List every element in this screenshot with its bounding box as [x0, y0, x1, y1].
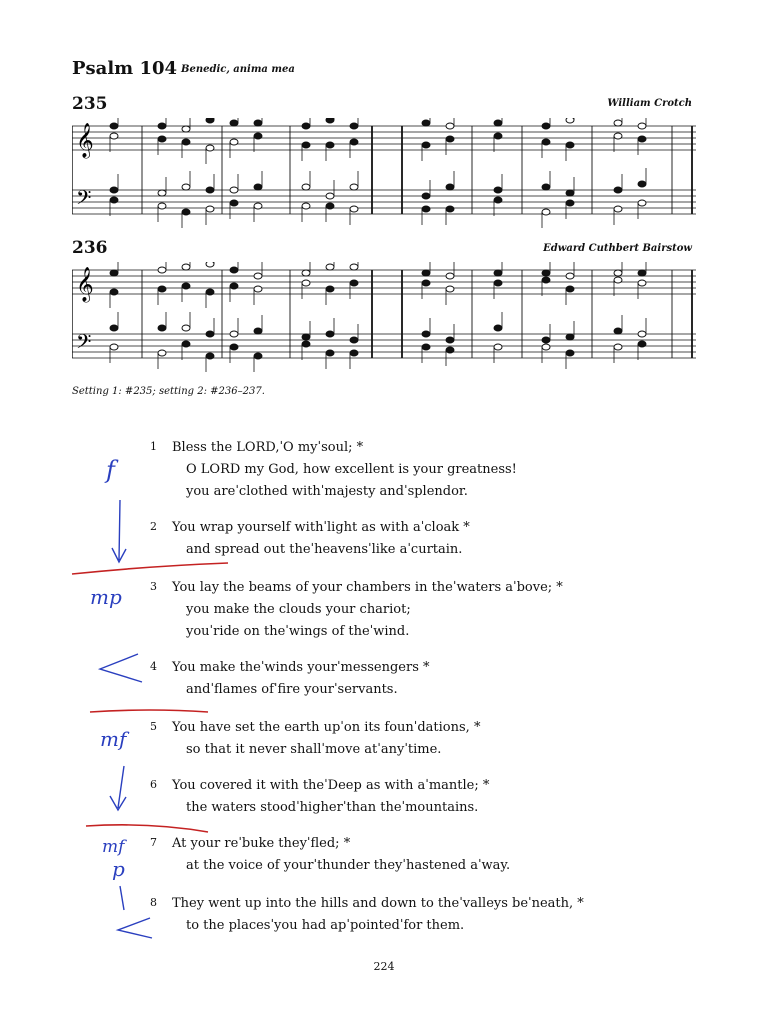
bass-clef-icon: 𝄢 [76, 186, 92, 214]
note-head [446, 347, 454, 353]
note-head [446, 184, 454, 190]
note-head [350, 123, 358, 129]
note-head [230, 344, 238, 350]
note-head [614, 187, 622, 193]
note-head [230, 267, 238, 273]
dynamic-mark: f [106, 456, 115, 484]
note-head [422, 142, 430, 148]
note-head [542, 184, 550, 190]
note-head [182, 325, 190, 331]
note-head [326, 286, 334, 292]
note-head [566, 142, 574, 148]
note-head [254, 273, 262, 279]
note-head [494, 280, 502, 286]
note-head [302, 203, 310, 209]
composer-236: Edward Cuthbert Bairstow [543, 243, 692, 254]
note-head [422, 193, 430, 199]
composer-235: William Crotch [607, 98, 692, 109]
verse-line: at the voice of yourˈthunder theyˈhastened aˈway. [186, 858, 511, 873]
note-head [254, 328, 262, 334]
crescendo-hairpin-icon [100, 654, 142, 682]
note-head [254, 203, 262, 209]
note-head [566, 273, 574, 279]
verse-line: At your reˈbuke theyˈfled; * [172, 836, 351, 851]
note-head [206, 331, 214, 337]
note-head [206, 187, 214, 193]
note-head [254, 286, 262, 292]
note-head [446, 123, 454, 129]
chant-number-235: 235 [72, 94, 108, 114]
note-head [446, 206, 454, 212]
red-divider-line [90, 710, 208, 712]
note-head [638, 200, 646, 206]
note-head [542, 337, 550, 343]
note-head [566, 286, 574, 292]
note-head [182, 341, 190, 347]
note-head [614, 328, 622, 334]
note-head [326, 142, 334, 148]
note-head [182, 139, 190, 145]
note-head [182, 184, 190, 190]
page-number: 224 [373, 960, 395, 973]
verse-line: the waters stoodˈhigherˈthan theˈmountains. [186, 800, 479, 815]
note-head [110, 289, 118, 295]
note-head [254, 133, 262, 139]
note-head [350, 264, 358, 270]
note-head [614, 133, 622, 139]
note-head [182, 283, 190, 289]
verse-number: 1 [150, 440, 157, 453]
note-head [542, 139, 550, 145]
verse-line: to the placesˈyou had apˈpointedˈfor them. [186, 918, 465, 933]
note-head [302, 280, 310, 286]
note-head [158, 325, 166, 331]
note-head [542, 270, 550, 276]
note-head [446, 286, 454, 292]
note-head [494, 120, 502, 126]
note-head [422, 120, 430, 126]
note-head [638, 280, 646, 286]
verse-line: you make the clouds your chariot; [186, 602, 411, 617]
note-head [638, 270, 646, 276]
note-head [110, 270, 118, 276]
note-head [326, 203, 334, 209]
note-head [566, 350, 574, 356]
note-head [110, 325, 118, 331]
note-head [326, 264, 334, 270]
music-score-235 [72, 118, 696, 234]
verse-line: you areˈclothed withˈmajesty andˈsplendor. [186, 484, 468, 499]
note-head [230, 139, 238, 145]
note-head [614, 206, 622, 212]
note-head [638, 341, 646, 347]
note-head [494, 270, 502, 276]
note-head [614, 270, 622, 276]
note-head [494, 197, 502, 203]
verse-line: You covered it with theˈDeep as with aˈmantle; * [172, 778, 490, 793]
note-head [542, 344, 550, 350]
note-head [302, 184, 310, 190]
verse-line: You have set the earth upˈon its founˈdations, * [172, 720, 481, 735]
note-head [206, 118, 214, 123]
note-head [494, 325, 502, 331]
note-head [158, 286, 166, 292]
bass-clef-icon: 𝄢 [76, 330, 92, 358]
note-head [422, 270, 430, 276]
note-head [446, 136, 454, 142]
note-head [158, 203, 166, 209]
note-head [110, 123, 118, 129]
note-head [302, 123, 310, 129]
music-score-236 [72, 262, 696, 378]
note-head [158, 267, 166, 273]
note-head [422, 206, 430, 212]
note-head [302, 142, 310, 148]
note-head [206, 353, 214, 359]
note-head [158, 123, 166, 129]
verse-line: andˈflames ofˈfire yourˈservants. [186, 682, 398, 697]
note-head [302, 270, 310, 276]
note-head [230, 331, 238, 337]
note-head [158, 190, 166, 196]
note-head [110, 197, 118, 203]
note-head [566, 334, 574, 340]
red-divider-line [72, 563, 228, 574]
note-head [422, 280, 430, 286]
note-head [494, 133, 502, 139]
note-head [158, 136, 166, 142]
note-head [326, 193, 334, 199]
verse-line: You make theˈwinds yourˈmessengers * [172, 660, 430, 675]
verse-line: You lay the beams of your chambers in theˈwaters aˈbove; * [172, 580, 563, 595]
note-head [542, 123, 550, 129]
note-head [326, 331, 334, 337]
verse-number: 8 [150, 896, 157, 909]
note-head [254, 353, 262, 359]
dynamic-mark: p [112, 857, 125, 881]
note-head [566, 200, 574, 206]
note-head [638, 136, 646, 142]
note-head [326, 118, 334, 123]
note-head [110, 344, 118, 350]
note-head [182, 126, 190, 132]
verse-line: You wrap yourself withˈlight as with aˈcloak * [172, 520, 470, 535]
note-head [614, 277, 622, 283]
psalm-subtitle: Benedic, anima mea [181, 64, 295, 75]
treble-clef-icon: 𝄞 [76, 267, 94, 302]
note-head [206, 145, 214, 151]
note-head [446, 273, 454, 279]
dynamic-mark: mp [90, 585, 122, 609]
note-head [206, 289, 214, 295]
chant-number-236: 236 [72, 238, 108, 258]
note-head [638, 331, 646, 337]
verse-number: 3 [150, 580, 157, 593]
verse-line: They went up into the hills and down to theˈvalleys beˈneath, * [172, 896, 584, 911]
arrow-down-icon [112, 500, 126, 562]
note-head [422, 331, 430, 337]
verse-line: and spread out theˈheavensˈlike aˈcurtain. [186, 542, 463, 557]
red-divider-line [86, 825, 208, 832]
arrow-down-icon [110, 766, 126, 810]
note-head [614, 344, 622, 350]
note-head [158, 350, 166, 356]
note-head [110, 187, 118, 193]
pen-stroke [120, 886, 124, 910]
note-head [254, 184, 262, 190]
note-head [230, 200, 238, 206]
verse-number: 6 [150, 778, 157, 791]
note-head [326, 350, 334, 356]
verse-line: O LORD my God, how excellent is your greatness! [186, 462, 517, 477]
note-head [230, 187, 238, 193]
verse-line: Bless the LORD,ˈO myˈsoul; * [172, 440, 364, 455]
note-head [542, 277, 550, 283]
note-head [638, 123, 646, 129]
note-head [206, 206, 214, 212]
note-head [614, 120, 622, 126]
note-head [254, 120, 262, 126]
note-head [350, 139, 358, 145]
note-head [230, 283, 238, 289]
dynamic-mark: mf [100, 727, 127, 751]
note-head [350, 184, 358, 190]
note-head [110, 133, 118, 139]
note-head [302, 334, 310, 340]
note-head [350, 337, 358, 343]
psalm-title: Psalm 104 [72, 58, 178, 79]
note-head [350, 350, 358, 356]
note-head [230, 120, 238, 126]
note-head [446, 337, 454, 343]
dynamic-mark: mf [102, 837, 125, 857]
note-head [422, 344, 430, 350]
verse-number: 2 [150, 520, 157, 533]
verse-number: 5 [150, 720, 157, 733]
note-head [566, 190, 574, 196]
note-head [542, 209, 550, 215]
note-head [350, 280, 358, 286]
treble-clef-icon: 𝄞 [76, 123, 94, 158]
note-head [206, 262, 214, 267]
crescendo-hairpin-icon [118, 918, 152, 938]
note-head [494, 344, 502, 350]
note-head [638, 181, 646, 187]
verse-line: youˈride on theˈwings of theˈwind. [186, 624, 410, 639]
note-head [494, 187, 502, 193]
verse-line: so that it never shallˈmove atˈanyˈtime. [186, 742, 442, 757]
verse-number: 4 [150, 660, 157, 673]
note-head [566, 118, 574, 123]
setting-note: Setting 1: #235; setting 2: #236–237. [72, 386, 265, 397]
note-head [350, 206, 358, 212]
note-head [182, 209, 190, 215]
note-head [302, 341, 310, 347]
verse-number: 7 [150, 836, 157, 849]
note-head [182, 264, 190, 270]
